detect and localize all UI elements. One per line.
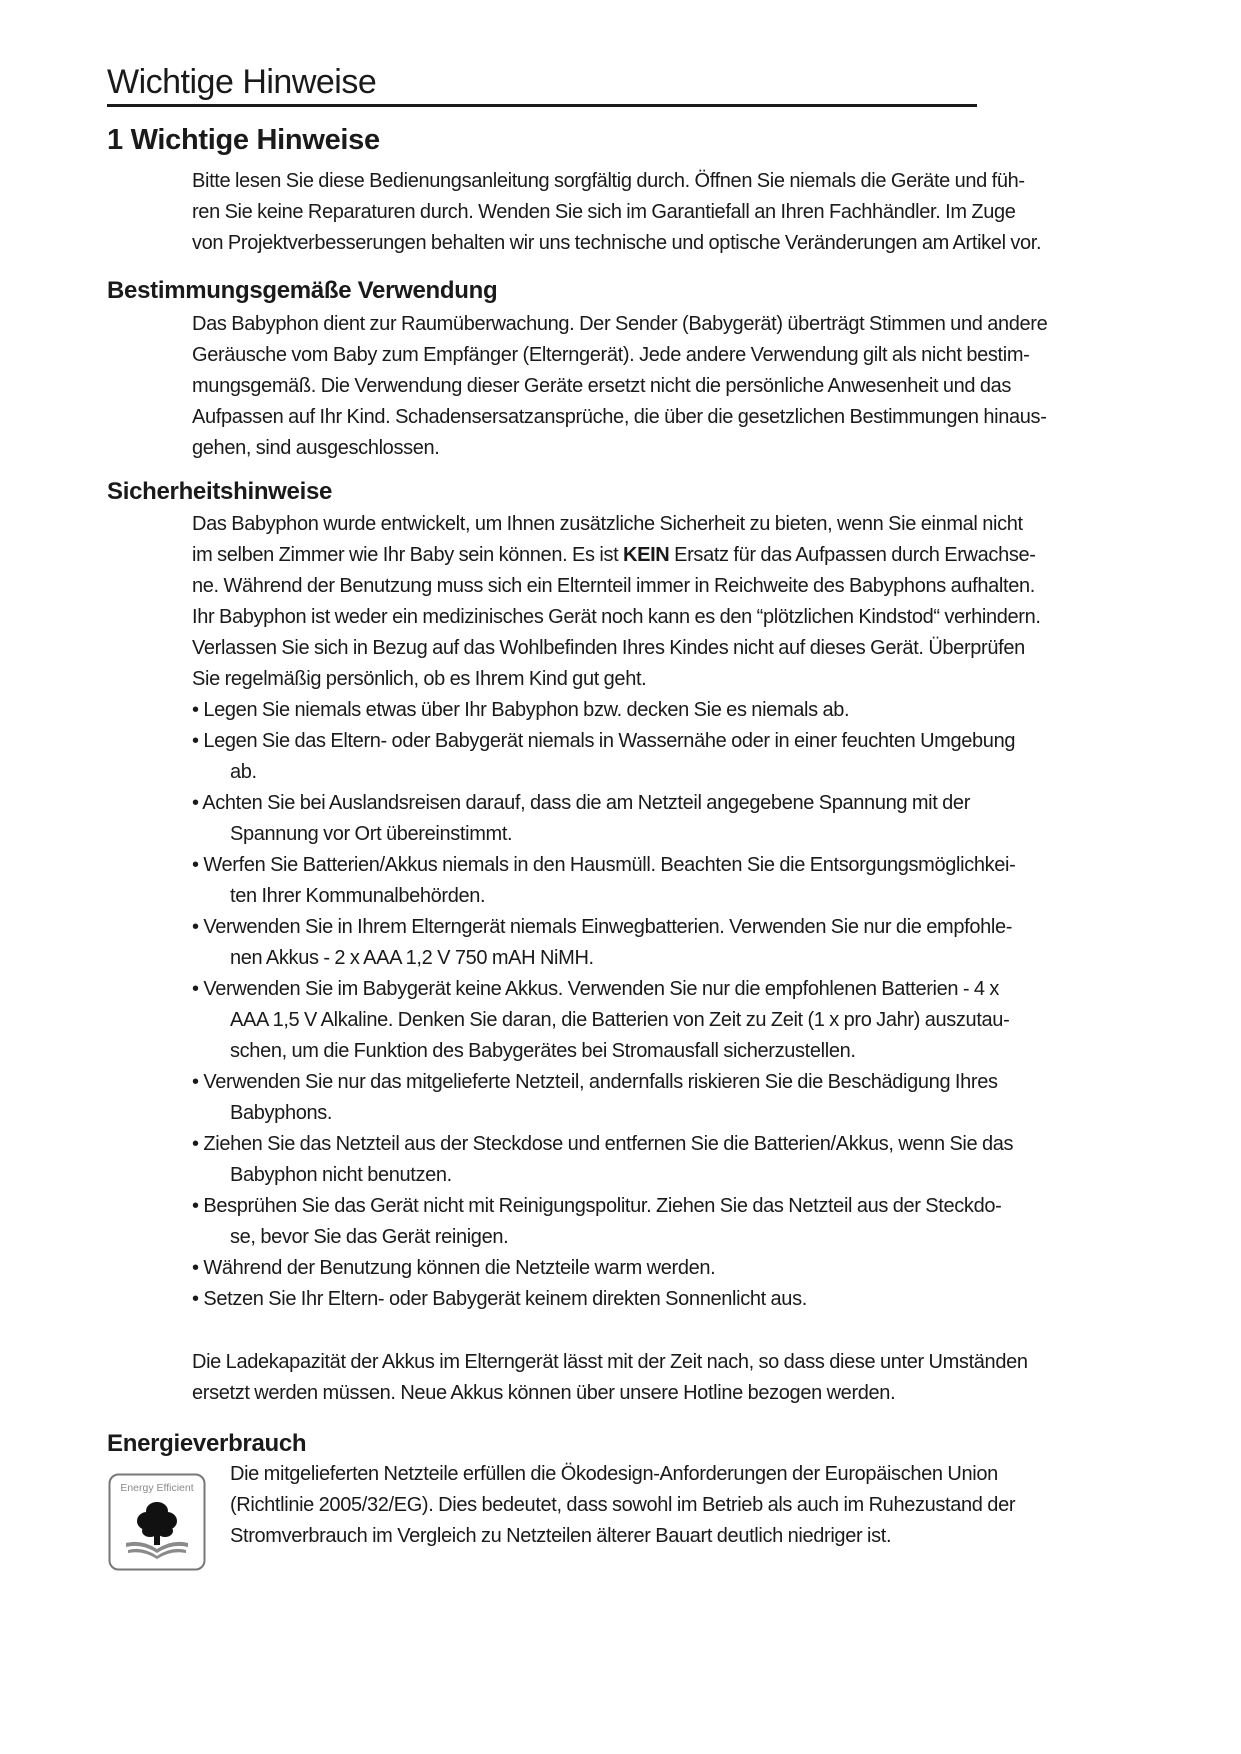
bullet-continuation: ab.	[230, 761, 257, 783]
list-item	[192, 1253, 1152, 1284]
bullet-text: • Verwenden Sie im Babygerät keine Akkus. Verwenden Sie nur die empfohlenen Batterien - 4 x	[192, 978, 1000, 1000]
bullet-continuation: Babyphon nicht benutzen.	[230, 1164, 452, 1186]
list-item	[192, 1129, 1152, 1191]
bullet-text: • Verwenden Sie in Ihrem Elterngerät niemals Einwegbatterien. Verwenden Sie nur die empfohle-	[192, 916, 1013, 938]
text-line: Stromverbrauch im Vergleich zu Netzteilen älterer Bauart deutlich niedriger ist.	[230, 1525, 892, 1547]
usage-paragraph	[192, 309, 1152, 464]
main-paragraph	[192, 166, 1152, 259]
bullet-text: • Besprühen Sie das Gerät nicht mit Reinigungspolitur. Ziehen Sie das Netzteil aus der Steckdo-	[192, 1195, 1002, 1217]
safety-bullet-list	[192, 695, 1152, 1315]
text-line: ren Sie keine Reparaturen durch. Wenden Sie sich im Garantiefall an Ihren Fachhändler. Im Zuge	[192, 201, 1016, 223]
section-heading-safety: Sicherheitshinweise	[107, 478, 333, 505]
text-line: von Projektverbesserungen behalten wir uns technische und optische Veränderungen am Artikel vor.	[192, 232, 1042, 254]
list-item	[192, 695, 1152, 726]
text-line: (Richtlinie 2005/32/EG). Dies bedeutet, dass sowohl im Betrieb als auch im Ruhezustand der	[230, 1494, 1016, 1516]
emphasis-kein: KEIN	[623, 544, 670, 566]
bullet-text: • Werfen Sie Batterien/Akkus niemals in den Hausmüll. Beachten Sie die Entsorgungsmöglichkei-	[192, 854, 1016, 876]
text-line: ersetzt werden müssen. Neue Akkus können über unsere Hotline bezogen werden.	[192, 1382, 896, 1404]
tree-book-icon	[108, 1473, 206, 1571]
bullet-continuation: schen, um die Funktion des Babygerätes bei Stromausfall sicherzustellen.	[230, 1040, 856, 1062]
text-segment: im selben Zimmer wie Ihr Baby sein können. Es ist	[192, 544, 624, 566]
text-line: Sie regelmäßig persönlich, ob es Ihrem Kind gut geht.	[192, 668, 647, 690]
bullet-continuation: se, bevor Sie das Gerät reinigen.	[230, 1226, 509, 1248]
bullet-text: • Ziehen Sie das Netzteil aus der Steckdose und entfernen Sie die Batterien/Akkus, wenn Sie das	[192, 1133, 1014, 1155]
safety-intro-paragraph	[192, 509, 1152, 695]
safety-outro-paragraph	[192, 1347, 1152, 1409]
text-line: Die mitgelieferten Netzteile erfüllen die Ökodesign-Anforderungen der Europäischen Union	[230, 1463, 998, 1485]
bullet-text: • Legen Sie niemals etwas über Ihr Babyphon bzw. decken Sie es niemals ab.	[192, 699, 850, 721]
list-item	[192, 1191, 1152, 1253]
list-item	[192, 912, 1152, 974]
bullet-continuation: Babyphons.	[230, 1102, 333, 1124]
running-header	[107, 62, 977, 107]
bullet-text: • Achten Sie bei Auslandsreisen darauf, dass die am Netzteil angegebene Spannung mit der	[192, 792, 971, 814]
list-item	[192, 974, 1152, 1067]
list-item	[192, 1284, 1152, 1315]
text-line: Das Babyphon wurde entwickelt, um Ihnen zusätzliche Sicherheit zu bieten, wenn Sie einmal nicht	[192, 513, 1023, 535]
bullet-text: • Legen Sie das Eltern- oder Babygerät niemals in Wassernähe oder in einer feuchten Umgebung	[192, 730, 1016, 752]
text-line: Verlassen Sie sich in Bezug auf das Wohlbefinden Ihres Kindes nicht auf dieses Gerät. Überprüfen	[192, 637, 1025, 659]
text-line: Ihr Babyphon ist weder ein medizinisches Gerät noch kann es den “plötzlichen Kindstod“ verhindern.	[192, 606, 1041, 628]
bullet-continuation: Spannung vor Ort übereinstimmt.	[230, 823, 513, 845]
section-heading-usage: Bestimmungsgemäße Verwendung	[107, 277, 498, 304]
bullet-text: • Verwenden Sie nur das mitgelieferte Netzteil, andernfalls riskieren Sie die Beschädigung Ihres	[192, 1071, 998, 1093]
bullet-continuation: ten Ihrer Kommunalbehörden.	[230, 885, 486, 907]
bullet-continuation: nen Akkus - 2 x AAA 1,2 V 750 mAH NiMH.	[230, 947, 594, 969]
running-header-title: Wichtige Hinweise	[107, 63, 377, 101]
section-heading-main: 1 Wichtige Hinweise	[107, 124, 380, 156]
text-line: Aufpassen auf Ihr Kind. Schadensersatzansprüche, die über die gesetzlichen Bestimmungen hinaus-	[192, 406, 1047, 428]
list-item	[192, 726, 1152, 788]
energy-paragraph	[230, 1459, 1150, 1552]
section-heading-energy: Energieverbrauch	[107, 1430, 307, 1457]
text-line	[192, 540, 1152, 571]
text-line: gehen, sind ausgeschlossen.	[192, 437, 440, 459]
text-line: mungsgemäß. Die Verwendung dieser Geräte ersetzt nicht die persönliche Anwesenheit und das	[192, 375, 1012, 397]
list-item	[192, 1067, 1152, 1129]
bullet-continuation: AAA 1,5 V Alkaline. Denken Sie daran, die Batterien von Zeit zu Zeit (1 x pro Jahr) auszutau-	[230, 1009, 1010, 1031]
text-line: ne. Während der Benutzung muss sich ein Elternteil immer in Reichweite des Babyphons aufhalten.	[192, 575, 1035, 597]
bullet-text: • Setzen Sie Ihr Eltern- oder Babygerät keinem direkten Sonnenlicht aus.	[192, 1288, 807, 1310]
text-line: Geräusche vom Baby zum Empfänger (Elterngerät). Jede andere Verwendung gilt als nicht bestim-	[192, 344, 1030, 366]
bullet-text: • Während der Benutzung können die Netzteile warm werden.	[192, 1257, 716, 1279]
logo-label: Energy Efficient	[120, 1482, 194, 1494]
list-item	[192, 850, 1152, 912]
text-segment: Ersatz für das Aufpassen durch Erwachse-	[669, 544, 1036, 566]
energy-efficient-logo	[108, 1473, 206, 1571]
list-item	[192, 788, 1152, 850]
text-line: Die Ladekapazität der Akkus im Elterngerät lässt mit der Zeit nach, so dass diese unter Umständen	[192, 1351, 1028, 1373]
text-line: Das Babyphon dient zur Raumüberwachung. Der Sender (Babygerät) überträgt Stimmen und andere	[192, 313, 1048, 335]
text-line: Bitte lesen Sie diese Bedienungsanleitung sorgfältig durch. Öffnen Sie niemals die Geräte und füh-	[192, 170, 1025, 192]
